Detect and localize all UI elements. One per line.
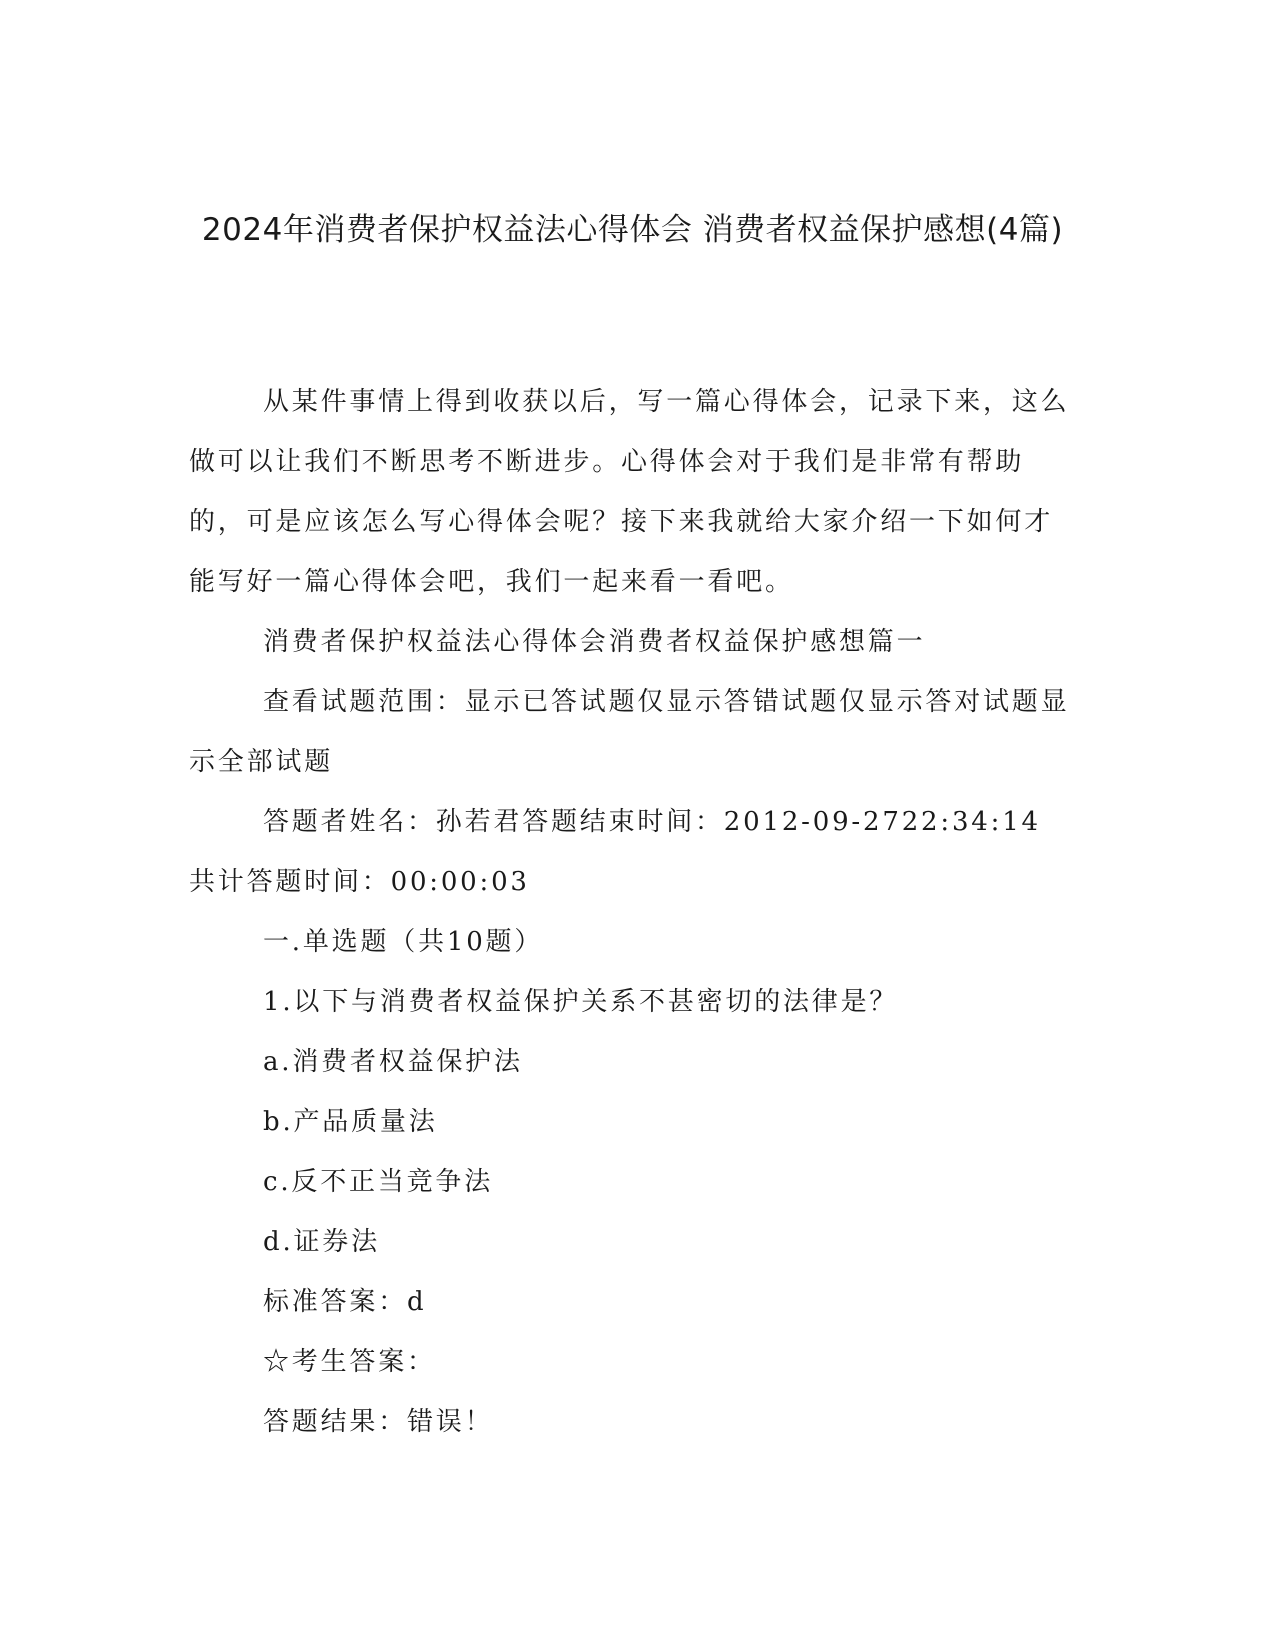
standard-answer: 标准答案：d: [263, 1287, 427, 1317]
document-title: 2024年消费者保护权益法心得体会 消费者权益保护感想(4篇): [201, 212, 1064, 248]
option-b: b.产品质量法: [263, 1107, 438, 1137]
candidate-answer: ☆考生答案：: [263, 1347, 436, 1377]
quiz-info-line: 答题者姓名：孙若君答题结束时间：2012-09-2722:34:14 共计答题时间：00:00:03: [189, 807, 1041, 897]
question-text: 1.以下与消费者权益保护关系不甚密切的法律是？: [263, 987, 899, 1017]
quiz-range-line: 查看试题范围：显示已答试题仅显示答错试题仅显示答对试题显示全部试题: [189, 687, 1070, 777]
answer-result: 答题结果：错误！: [263, 1407, 494, 1437]
option-c: c.反不正当竞争法: [263, 1167, 494, 1197]
document-body: [189, 372, 1079, 1452]
option-d: d.证券法: [263, 1227, 380, 1257]
question-section-heading: 一.单选题（共10题）: [263, 927, 544, 957]
intro-paragraph: 从某件事情上得到收获以后，写一篇心得体会，记录下来，这么做可以让我们不断思考不断进步。心得体会对于我们是非常有帮助的，可是应该怎么写心得体会呢？接下来我就给大家介绍一下如何才能写好一篇心得体会吧，我们一起来看一看吧。: [189, 387, 1070, 597]
section-heading: 消费者保护权益法心得体会消费者权益保护感想篇一: [263, 627, 926, 657]
option-a: a.消费者权益保护法: [263, 1047, 523, 1077]
